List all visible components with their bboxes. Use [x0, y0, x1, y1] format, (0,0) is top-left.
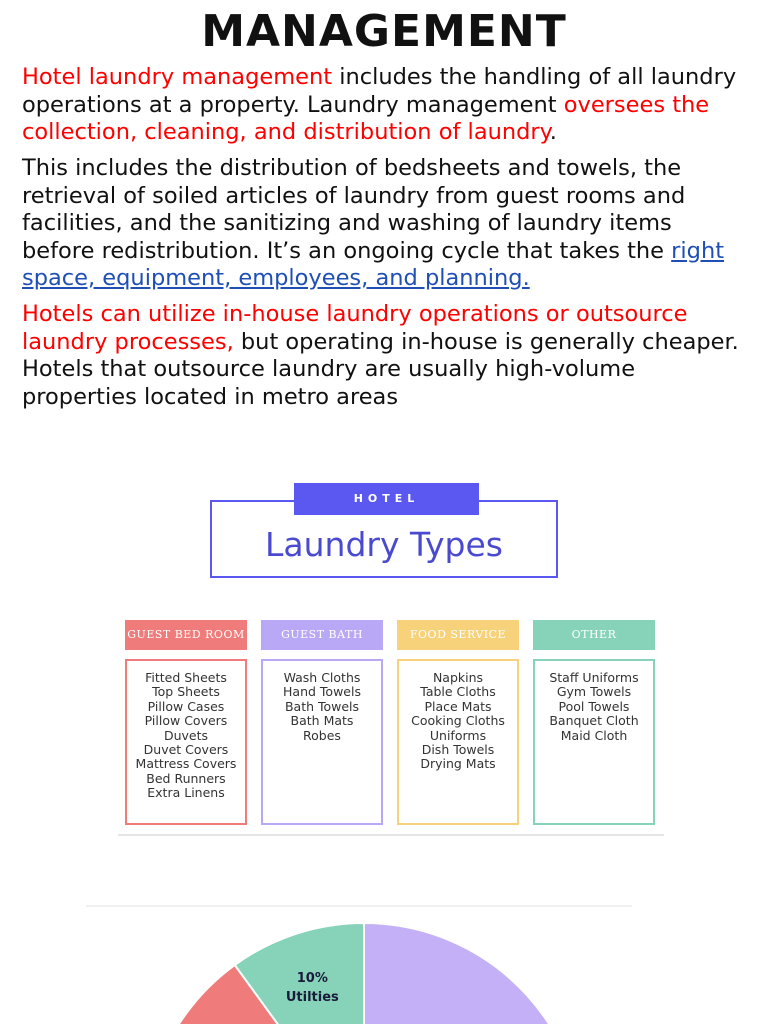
list-item: Maid Cloth — [560, 727, 628, 743]
list-item: Table Cloths — [420, 684, 496, 700]
column-header-other: OTHER — [533, 620, 655, 650]
list-item: Mattress Covers — [135, 756, 237, 772]
list-item: Pillow Covers — [144, 713, 228, 729]
list-item: Napkins — [432, 670, 484, 685]
list-item: Staff Uniforms — [549, 670, 639, 685]
list-item: Robes — [303, 727, 341, 743]
list-item: Hand Towels — [283, 684, 361, 700]
body-text: includes the handling of all laundry operations at a property. Laundry management — [22, 64, 737, 118]
body-text: This includes the distribution of bedsheets and towels, the retrieval of soiled articles of laundry from guest rooms and facilities, and the sanitizing and washing of laundry items before redistribution. It’s an ongoing cycle that takes the — [22, 155, 686, 264]
list-item: Duvet Covers — [143, 742, 229, 758]
list-item: Pool Towels — [558, 698, 630, 714]
list-item: Place Mats — [424, 698, 492, 714]
list-item: Uniforms — [429, 727, 487, 743]
column-header-food-service: FOOD SERVICE — [397, 620, 519, 650]
body-text: but operating in-house is generally cheaper. Hotels that outsource laundry are usually high-volume properties located in metro areas — [22, 328, 739, 410]
list-item: Fitted Sheets — [145, 670, 227, 685]
list-item: Bath Mats — [290, 713, 354, 729]
list-item: Drying Mats — [420, 756, 496, 772]
laundry-types-title: Laundry Types — [265, 525, 503, 564]
list-item: Bath Towels — [284, 698, 360, 714]
pie-category-label: Utilties — [285, 989, 339, 1005]
planning-link[interactable]: right space, equipment, employees, and planning. — [22, 237, 725, 291]
list-item: Banquet Cloth — [549, 713, 639, 729]
list-item: Top Sheets — [152, 684, 220, 700]
highlight-text: Hotels can utilize in-house laundry operations or outsource laundry processes, — [22, 301, 688, 355]
body-text: . — [549, 119, 557, 145]
list-item: Dish Towels — [421, 742, 495, 758]
highlight-text: oversees the collection, cleaning, and distribution of laundry — [22, 91, 710, 145]
column-header-guest-bath: GUEST BATH — [261, 620, 383, 650]
list-item: Cooking Cloths — [411, 713, 505, 729]
pie-percent-label: 10% — [296, 970, 328, 986]
highlight-text: Hotel laundry management — [22, 64, 333, 90]
hotel-tag: HOTEL — [294, 483, 479, 515]
column-header-guest-bed-room: GUEST BED ROOM — [125, 620, 247, 650]
list-item: Gym Towels — [556, 684, 632, 700]
list-item: Bed Runners — [146, 770, 226, 786]
page-title: MANAGEMENT — [201, 6, 567, 57]
list-item: Duvets — [163, 727, 209, 743]
list-item: Pillow Cases — [147, 698, 225, 714]
list-item: Extra Linens — [147, 785, 225, 801]
list-item: Wash Cloths — [283, 670, 361, 685]
